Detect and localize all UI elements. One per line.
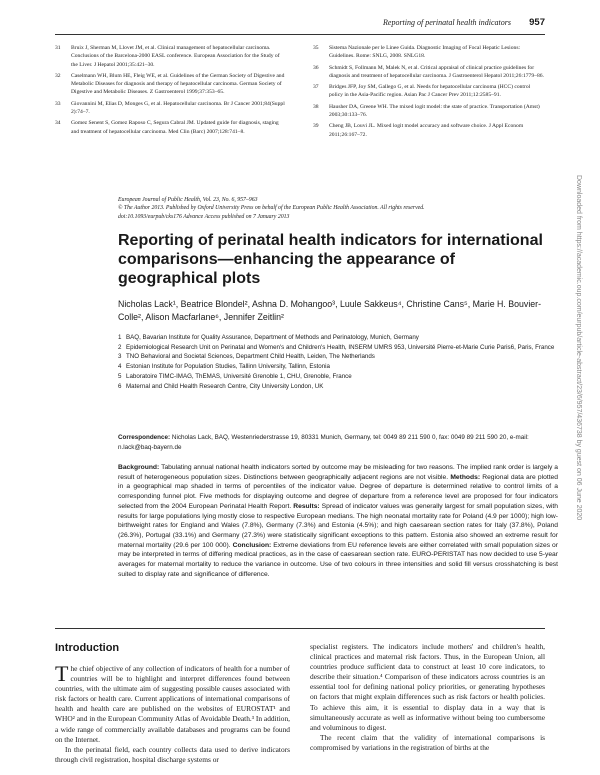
body-paragraph: specialist registers. The indicators include mothers' and children's health, clinical practices and maternal risk factors. Thus, in the European Union, all countries produce sufficient data to construct at least 10 core indicators, to describe their situation.⁴ Comparison of these indicators across countries is an essential tool for defining national policy priorities, or generating hypotheses on factors that might explain differences such as risk factors or health policies. To achieve this aim, it is essential to display data in a way that is simultaneously accurate as well as informative without being too cumbersome and voluminous to digest. [310,642,545,732]
abstract-results-label: Results: [293,502,320,510]
reference-item: 33 Giovannini M, Elias D, Monges G, et al. Hepatocellular carcinoma. Br J Cancer 2001;84(Suppl 2):74–7. [55,100,285,116]
journal-info [118,196,548,221]
abstract-results: Spread of indicator values was generally largest for small population sizes, with results for large populations lying mostly close to respective European medians. The high neonatal mortality rate for Poland (4.9 per 1000); high low-birthweight rates for England and Wales (7.8%), Germany (7.3%) and Estonia (4.5%); and high caesarean section rates for Italy (37.8%), Poland (26.3%), Portugal (33.1%) and Germany (27.3%) were statistically significant exceptions to this pattern. Estonia also showed an extreme result for maternal mortality (29.6 per 100 000). [118,502,558,549]
header-rule [55,34,545,35]
page-number: 957 [529,17,545,28]
abstract-background: Tabulating annual national health indicators sorted by outcome may be misleading for two reasons. The implied rank order is largely a result of heterogeneous population sizes. Distinctions between geographically adjacent regions are not visible. [118,464,558,481]
body-paragraph: In the perinatal field, each country collects data used to derive indicators through civil registration, hospital discharge systems or [55,744,290,764]
doi-line: doi:10.1093/eurpub/cks176 Advance Access published on 7 January 2013 [118,213,290,220]
references-left-column [55,44,287,139]
correspondence-label: Correspondence: [118,434,171,441]
abstract-methods: Regional data are plotted in a geographical map shaded in terms of percentiles of the indicator value. Degree of departure is determined relative to control limits of a corresponding funnel plot. Five methods for displaying outcome and degree of departure from a reference level are proposed for four indicators selected from the 2004 European Perinatal Health Report. [118,473,559,510]
running-header [55,18,545,32]
reference-item: 31 Bruix J, Sherman M, Llovet JM, et al. Clinical management of hepatocellular carcinoma. Conclusions of the Barcelona-2000 EASL conference. European Association for the Study of the Liver. J Hepatol 2001;35:421–30. [55,45,280,68]
abstract-background-label: Background: [118,464,160,471]
body-paragraph: The chief objective of any collection of indicators of health for a number of countries will be to highlight and interpret differences found between countries, with the ultimate aim of suggesting possible causes associated with risk factors or health care. Current applications of international comparisons of health and health care are published on the websites of EUROSTAT¹ and WHO² and in the European Community Atlas of Avoidable Death.³ In addition, a wide range of commercially available databases and programs can be found on the Internet. [55,661,290,744]
correspondence [118,433,558,453]
references-right-column [313,44,545,142]
abstract-conclusion: Extreme deviations from EU reference levels are either correlated with small population sizes or may be interpreted in terms of differing medical practices, as in the case of caesarean section rate. EURO-PERISTAT has now decided to use 5-year averages for maternal mortality to reduce the variance in outcome. Use of two colours in three intensities and solid fill versus crosshatching is best suited to display rate and significance of difference. [118,541,559,578]
reference-item: 37 Bridges JFP, Joy SM, Gallego G, et al. Needs for hepatocellular carcinoma (HCC) control policy in the Asia-Pacific region. Asian Pac J Cancer Prev 2011;12:2585–91. [313,84,531,99]
introduction-heading: Introduction [55,642,120,654]
reference-item: 38 Hausher DA, Greene WH. The mixed logit model: the state of practice. Transportation (Amst) 2003;30:133–76. [313,103,540,119]
article-title: Reporting of perinatal health indicators for international comparisons—enhancing the appearance of geographical plots [118,232,543,287]
author-list: Nicholas Lack¹, Beatrice Blondel², Ashna D. Mohangoo³, Luule Sakkeus⁴, Christine Cans⁵, Marie H. Bouvier-Colle², Alison Macfarlane⁶, Jennifer Zeitlin² [118,299,542,322]
abstract [118,463,558,579]
affiliation-item: 5 Laboratoire TIMC-IMAG, ThEMAS, Université Grenoble 1, CHU, Grenoble, France [118,372,352,380]
abstract-conclusion-label: Conclusion: [232,541,272,549]
affiliation-item: 4 Estonian Institute for Population Studies, Tallinn University, Tallinn, Estonia [118,363,330,371]
reference-item: 32 Caselmann WH, Blum HE, Fleig WE, et al. Guidelines of the German Society of Digestive and Metabolic Diseases for diagnosis and therapy of hepatocellular carcinoma. German Society of Digestive and Metabolic Diseases. Z Gastroenterol 1999;37:353–65. [55,72,285,96]
reference-item: 36 Schmidt S, Follmann M, Malek N, et al. Critical appraisal of clinical practice guidelines for diagnosis and treatment of hepatocellular carcinoma. J Gastroenterol Hepatol 2011;26:1779–86. [313,64,544,79]
journal-citation: European Journal of Public Health, Vol. 23, No. 6, 957–963 [118,197,258,203]
running-title: Reporting of perinatal health indicators [383,18,511,27]
reference-item: 35 Sistema Nazionale per le Linee Guida. Diagnostic Imaging of Focal Hepatic Lesions: Guidelines. Rome: SNLG, 2008. SNLG18. [313,45,521,60]
affiliation-item: 1 BAQ, Bavarian Institute for Quality Assurance, Department of Methods and Perinatology, Munich, Germany [118,334,419,341]
affiliation-item: 3 TNO Behavioral and Societal Sciences, Department Child Health, Leiden, The Netherlands [118,353,375,361]
download-note-text: Downloaded from https://academic.oup.com/eurpub/article-abstract/23/6/957/436738 by guest on 06 June 2020 [575,175,582,521]
affiliations [118,333,558,391]
correspondence-text: Nicholas Lack, BAQ, Westenriederstrasse 19, 80331 Munich, Germany, tel: 0049 89 211 590 0, fax: 0049 89 211 590 20, e-mail: n.lack@baq-bayern.de [118,434,529,451]
body-left-column [55,661,290,765]
reference-item: 39 Cheng JB, Louvi JL. Mixed logit model accuracy and software choice. J Appl Econom 2011;26:167–72. [313,123,524,138]
body-paragraph: The recent claim that the validity of international comparisons is compromised by variations in the registration of births at the [310,732,545,752]
abstract-methods-label: Methods: [450,473,481,481]
body-right-column [310,642,545,753]
affiliation-item: 6 Maternal and Child Health Research Centre, City University London, UK [118,382,324,390]
section-divider [55,628,545,629]
reference-item: 34 Gomez Senent S, Gomez Raposo C, Segura Cabral JM. Updated guide for diagnosis, staging and treatment of hepatocellular carcinoma. Med Clin (Barc) 2007;128:741–8. [55,120,279,135]
download-watermark [568,175,584,735]
affiliation-item: 2 Epidemiological Research Unit on Perinatal and Women's and Children's Health, INSERM UMRS 953, Université Pierre-et-Marie Curie Paris6, Paris, France [118,343,555,351]
drop-cap: T [55,661,69,686]
copyright-line: © The Author 2013. Published by Oxford University Press on behalf of the European Public Health Association. All rights reserved. [118,205,425,212]
